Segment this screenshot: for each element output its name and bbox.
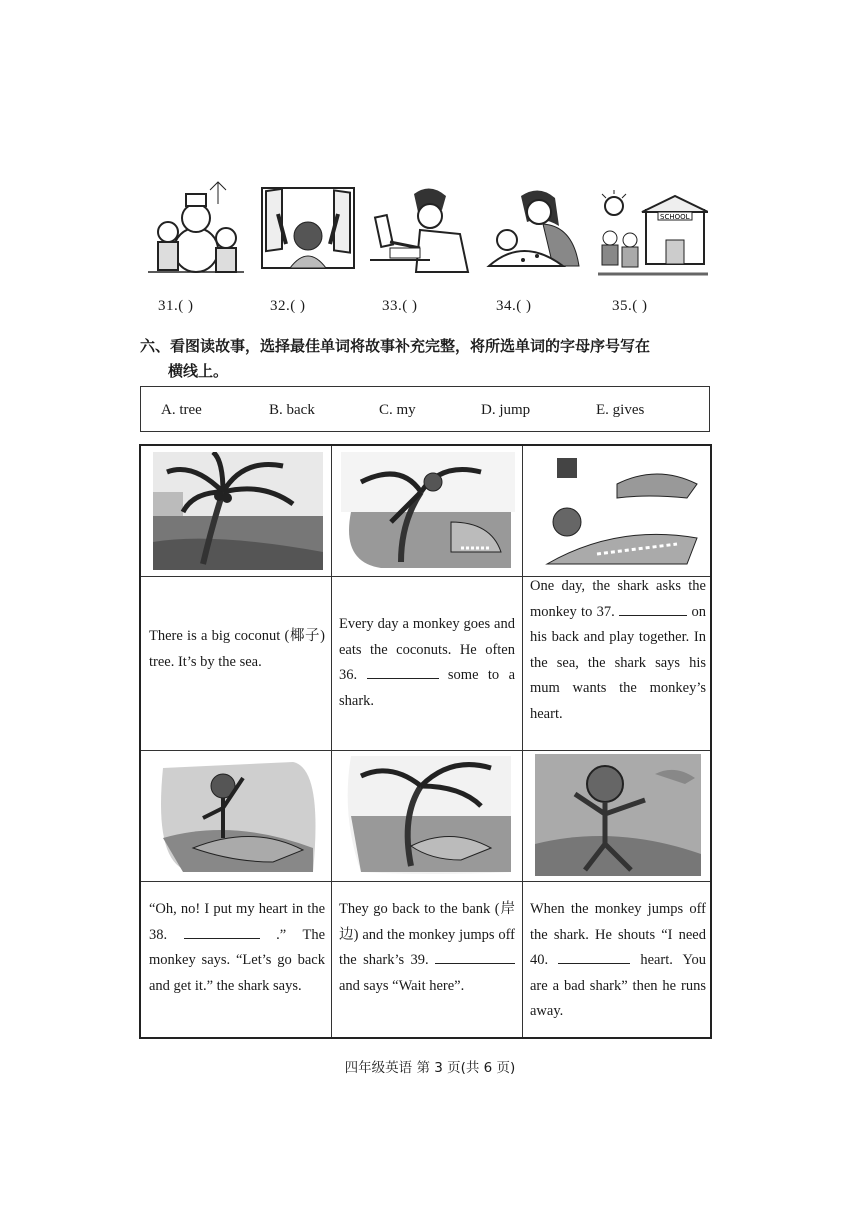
page-footer: 四年级英语 第 3 页(共 6 页) <box>344 1060 516 1076</box>
question-32-label: 32.( ) <box>270 298 306 314</box>
question-31-label: 31.( ) <box>158 298 194 314</box>
answer-blank-39[interactable] <box>435 949 515 964</box>
story-cell-3-text-b: on his back and play together. In the sea, the shark says his mum wants the monkey’s heart. <box>530 603 706 722</box>
back-to-bank-image <box>341 756 515 876</box>
answer-blank-40[interactable] <box>558 949 630 964</box>
story-cell-1 <box>149 624 325 675</box>
story-cell-1-text: There is a big coconut (椰子) tree. It’s by the sea. <box>149 628 325 670</box>
section-heading-line1: 六、看图读故事，选择最佳单词将故事补充完整，将所选单词的字母序号写在 <box>140 337 651 355</box>
answer-blank-36[interactable] <box>367 664 439 679</box>
question-35-label: 35.( ) <box>612 298 648 314</box>
story-cell-5 <box>339 897 515 999</box>
coconut-tree-image <box>153 452 323 570</box>
story-cell-2-text-a: Every day a monkey goes and eats the coconuts. He often 36. <box>339 616 515 683</box>
section-heading <box>140 334 720 384</box>
boy-reading-icon <box>370 182 474 274</box>
story-cell-2 <box>339 612 515 714</box>
story-cell-4 <box>149 897 325 999</box>
option-d: D. jump <box>481 402 531 418</box>
answer-blank-37[interactable] <box>619 601 687 616</box>
section-heading-line2: 横线上。 <box>168 362 229 380</box>
option-a: A. tree <box>161 402 202 418</box>
answer-blank-38[interactable] <box>184 924 260 939</box>
story-table <box>139 444 712 1039</box>
story-cell-6-text-a: When the monkey jumps off the shark. He shouts “I need 40. <box>530 901 706 968</box>
story-cell-4-text-b: .” The monkey says. “Let’s go back and get it.” the shark says. <box>149 926 326 994</box>
svg-text:SCHOOL: SCHOOL <box>660 213 690 221</box>
girl-open-window-icon <box>260 184 356 270</box>
mother-child-bed-icon <box>483 186 583 282</box>
story-cell-5-text-b: and says “Wait here”. <box>339 977 465 994</box>
snowman-children-icon <box>148 180 244 280</box>
monkey-on-shark-image <box>153 758 323 876</box>
shark-asks-monkey-image <box>537 454 701 570</box>
story-cell-6-text-b: heart. You are a bad shark” then he runs away. <box>530 952 706 1019</box>
story-cell-3 <box>530 574 706 727</box>
word-options-box <box>140 386 710 432</box>
story-cell-4-text-a: “Oh, no! I put my heart in the 38. <box>149 901 325 943</box>
option-c: C. my <box>379 402 416 418</box>
question-33-label: 33.( ) <box>382 298 418 314</box>
children-school-icon <box>598 190 708 280</box>
story-cell-5-text-a: They go back to the bank (岸边) and the monkey jumps off the shark’s 39. <box>339 901 515 968</box>
option-e: E. gives <box>596 402 645 418</box>
monkey-runs-away-image <box>535 754 701 876</box>
option-b: B. back <box>269 402 315 418</box>
question-34-label: 34.( ) <box>496 298 532 314</box>
monkey-shark-image <box>341 452 515 570</box>
story-cell-6 <box>530 897 706 1025</box>
story-cell-3-text-a: One day, the shark asks the monkey to 37. <box>530 578 706 620</box>
story-cell-2-text-b: some to a shark. <box>339 667 516 709</box>
